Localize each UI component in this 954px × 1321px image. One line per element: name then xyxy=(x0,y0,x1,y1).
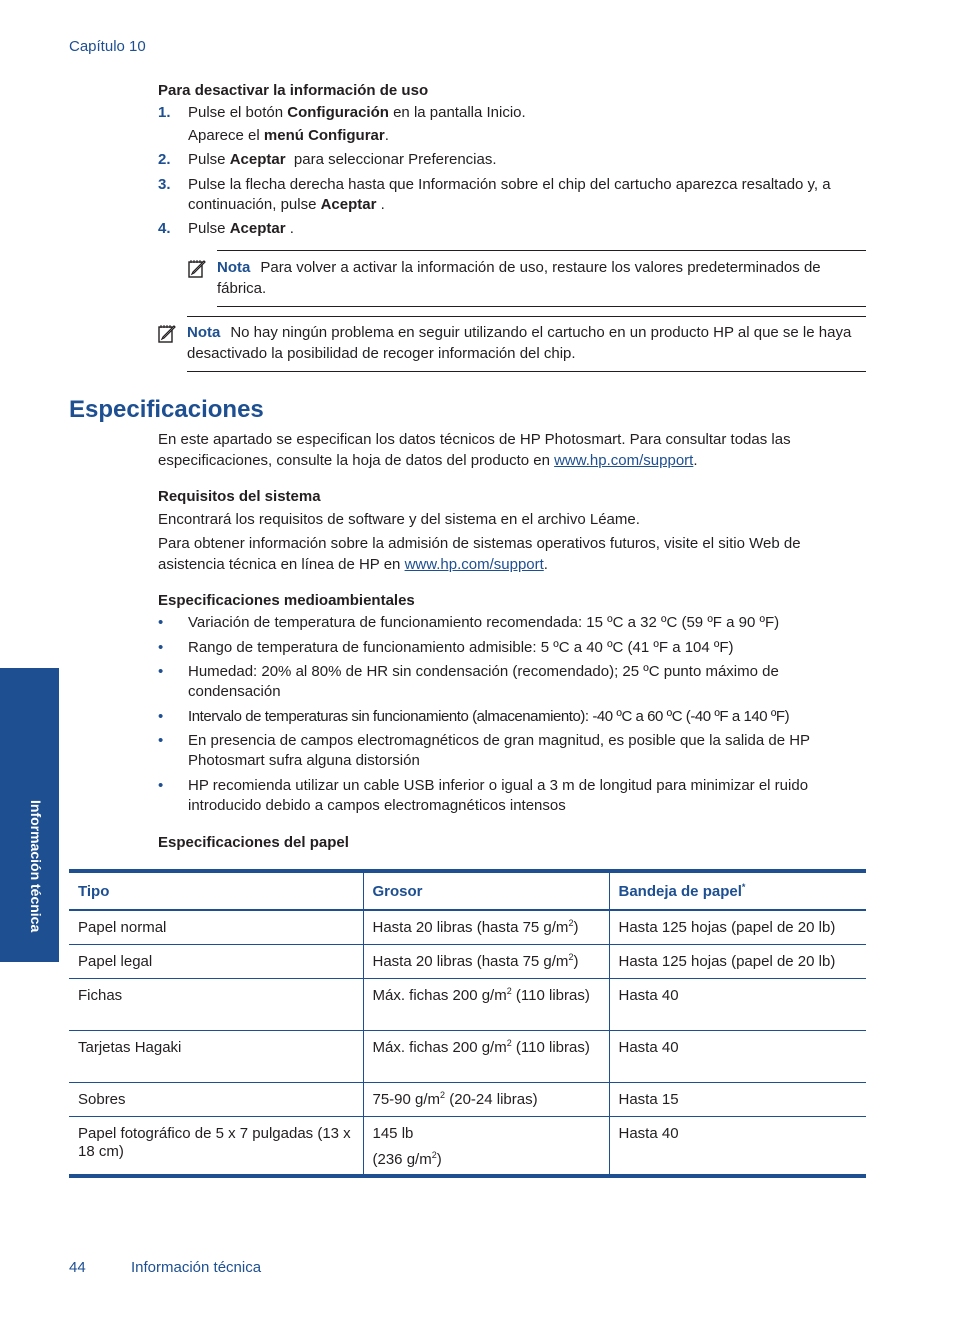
bullet-text: En presencia de campos electromagnéticos de gran magnitud, es posible que la salida de HP Photosmart sufra alguna distorsión xyxy=(188,732,810,769)
bullet-text: Variación de temperatura de funcionamiento recomendada: 15 ºC a 32 ºC (59 ºF a 90 ºF) xyxy=(188,614,780,631)
superscript: 2 xyxy=(440,1089,446,1100)
environment-bullet xyxy=(158,707,868,727)
step-text: Pulse la flecha derecha hasta que Información sobre el chip del cartucho aparezca resaltado y, a continuación, pulse xyxy=(188,176,831,213)
superscript: 2 xyxy=(506,1037,512,1048)
step-bold: Aceptar xyxy=(320,196,377,213)
table-row xyxy=(69,944,866,978)
note-text: Para volver a activar la información de uso, restaure los valores predeterminados de fábrica. xyxy=(217,259,821,297)
cell-grosor xyxy=(363,978,609,1030)
step-number: 4. xyxy=(158,220,171,237)
side-tab-label: Información técnica xyxy=(28,800,44,933)
cell-grosor xyxy=(363,944,609,978)
bullet-text: HP recomienda utilizar un cable USB inferior o igual a 3 m de longitud para minimizar el ruido introducido debido a campos electromagnéticos intensos xyxy=(188,777,809,814)
cell-text: (110 libras) xyxy=(511,986,590,1004)
footer-section: Información técnica xyxy=(131,1259,262,1276)
step-2 xyxy=(158,150,868,170)
support-link[interactable]: www.hp.com/support xyxy=(554,452,694,469)
step-bold: Configuración xyxy=(287,104,389,121)
table-row xyxy=(69,910,866,944)
environment-bullet xyxy=(158,662,868,702)
step-text: . xyxy=(384,127,389,144)
col-header-grosor: Grosor xyxy=(363,871,609,910)
intro-text: . xyxy=(693,452,698,469)
step-bold: Aceptar xyxy=(229,220,286,237)
cell-tipo: Papel legal xyxy=(69,944,363,978)
cell-text: Máx. fichas 200 g/m xyxy=(372,1038,507,1056)
inner-note xyxy=(217,250,866,307)
step-text: en la pantalla Inicio. xyxy=(388,104,526,121)
superscript: 2 xyxy=(431,1149,437,1160)
table-row xyxy=(69,1030,866,1082)
environment-bullet xyxy=(158,776,868,816)
procedure-title: Para desactivar la información de uso xyxy=(158,82,429,99)
cell-bandeja: Hasta 15 xyxy=(609,1082,866,1116)
step-bold: menú Configurar xyxy=(263,127,385,144)
superscript: 2 xyxy=(568,918,574,928)
bullet-icon: • xyxy=(158,732,164,749)
cell-text: (20-24 libras) xyxy=(445,1090,538,1108)
side-tab xyxy=(0,668,59,962)
paper-specs-table xyxy=(69,869,866,1178)
cell-tipo: Sobres xyxy=(69,1082,363,1116)
step-4 xyxy=(158,219,868,239)
cell-text: 145 lb xyxy=(372,1124,414,1142)
paper-specs-title: Especificaciones del papel xyxy=(158,834,349,851)
cell-grosor xyxy=(363,1116,609,1176)
step-text: Aparece el xyxy=(188,127,264,144)
cell-tipo: Tarjetas Hagaki xyxy=(69,1030,363,1082)
support-link[interactable]: www.hp.com/support xyxy=(404,556,544,573)
cell-tipo: Fichas xyxy=(69,978,363,1030)
section-title: Especificaciones xyxy=(69,396,264,423)
step-text: Pulse xyxy=(188,220,230,237)
cell-text: ) xyxy=(573,919,579,936)
os-text: Para obtener información sobre la admisión de sistemas operativos futuros, visite el sitio Web de asistencia técnica en línea de HP en xyxy=(158,535,801,573)
bullet-icon: • xyxy=(158,614,164,631)
cell-tipo: Papel normal xyxy=(69,910,363,944)
system-requirements-os xyxy=(158,533,868,575)
step-number: 1. xyxy=(158,104,171,121)
step-text: Pulse el botón xyxy=(188,104,288,121)
note-icon xyxy=(187,259,207,279)
bullet-text: Intervalo de temperaturas sin funcionamiento (almacenamiento): -40 ºC a 60 ºC (-40 ºF a 140 ºF) xyxy=(188,708,790,725)
chapter-header: Capítulo 10 xyxy=(69,38,146,55)
note-label: Nota xyxy=(217,259,251,276)
bullet-text: Rango de temperatura de funcionamiento admisible: 5 ºC a 40 ºC (41 ºF a 104 ºF) xyxy=(188,639,734,656)
intro-text: En este apartado se especifican los datos técnicos de HP Photosmart. Para consultar todas las especificaciones, consulte la hoja de datos del producto en xyxy=(158,431,791,469)
table-row xyxy=(69,1082,866,1116)
step-3 xyxy=(158,175,868,215)
note-text: No hay ningún problema en seguir utilizando el cartucho en un producto HP al que se le haya desactivado la posibilidad de recoger información del chip. xyxy=(187,324,852,362)
environment-bullet xyxy=(158,613,868,633)
step-bold: Aceptar xyxy=(229,151,286,168)
os-text: . xyxy=(543,556,548,573)
bullet-icon: • xyxy=(158,708,163,725)
step-1 xyxy=(158,103,868,146)
step-text: . xyxy=(285,220,294,237)
step-text: . xyxy=(376,196,385,213)
col-header-bandeja xyxy=(609,871,866,910)
bullet-text: Humedad: 20% al 80% de HR sin condensación (recomendado); 25 ºC punto máximo de condensación xyxy=(188,663,779,700)
col-header-tipo: Tipo xyxy=(78,883,110,900)
table-row xyxy=(69,1116,866,1176)
cell-text: ) xyxy=(436,1150,442,1168)
cell-grosor xyxy=(363,910,609,944)
note-label: Nota xyxy=(187,324,221,341)
cell-text: Hasta 20 libras (hasta 75 g/m xyxy=(372,919,569,936)
footnote-mark: * xyxy=(741,882,746,892)
environment-bullet xyxy=(158,638,868,658)
section-intro xyxy=(158,429,868,471)
cell-bandeja: Hasta 40 xyxy=(609,1030,866,1082)
cell-bandeja: Hasta 40 xyxy=(609,978,866,1030)
cell-text: (236 g/m xyxy=(372,1150,432,1168)
step-text: para seleccionar Preferencias. xyxy=(285,151,497,168)
superscript: 2 xyxy=(568,951,574,962)
note xyxy=(187,316,866,372)
table-row xyxy=(69,978,866,1030)
bullet-icon: • xyxy=(158,639,164,656)
system-requirements-title: Requisitos del sistema xyxy=(158,488,321,505)
step-text: Pulse xyxy=(188,151,230,168)
cell-bandeja: Hasta 125 hojas (papel de 20 lb) xyxy=(609,910,866,944)
cell-tipo: Papel fotográfico de 5 x 7 pulgadas (13 x 18 cm) xyxy=(69,1116,363,1176)
cell-text: Hasta 20 libras (hasta 75 g/m xyxy=(372,952,569,970)
cell-text: (110 libras) xyxy=(511,1038,590,1056)
environment-bullet xyxy=(158,731,868,771)
cell-text: 75-90 g/m xyxy=(372,1090,441,1108)
header-text: Bandeja de papel xyxy=(618,883,742,900)
cell-bandeja: Hasta 125 hojas (papel de 20 lb) xyxy=(609,944,866,978)
system-requirements-text: Encontrará los requisitos de software y del sistema en el archivo Léame. xyxy=(158,511,640,528)
cell-text: Máx. fichas 200 g/m xyxy=(372,986,507,1004)
step-number: 3. xyxy=(158,176,171,193)
cell-bandeja: Hasta 40 xyxy=(609,1116,866,1176)
bullet-icon: • xyxy=(158,777,164,794)
cell-text: ) xyxy=(573,952,579,970)
superscript: 2 xyxy=(506,985,512,996)
page-number: 44 xyxy=(69,1259,86,1276)
note-icon xyxy=(157,324,177,344)
cell-grosor xyxy=(363,1030,609,1082)
table-header-row xyxy=(69,871,866,910)
step-number: 2. xyxy=(158,151,171,168)
cell-grosor xyxy=(363,1082,609,1116)
environment-title: Especificaciones medioambientales xyxy=(158,592,415,609)
bullet-icon: • xyxy=(158,663,164,680)
